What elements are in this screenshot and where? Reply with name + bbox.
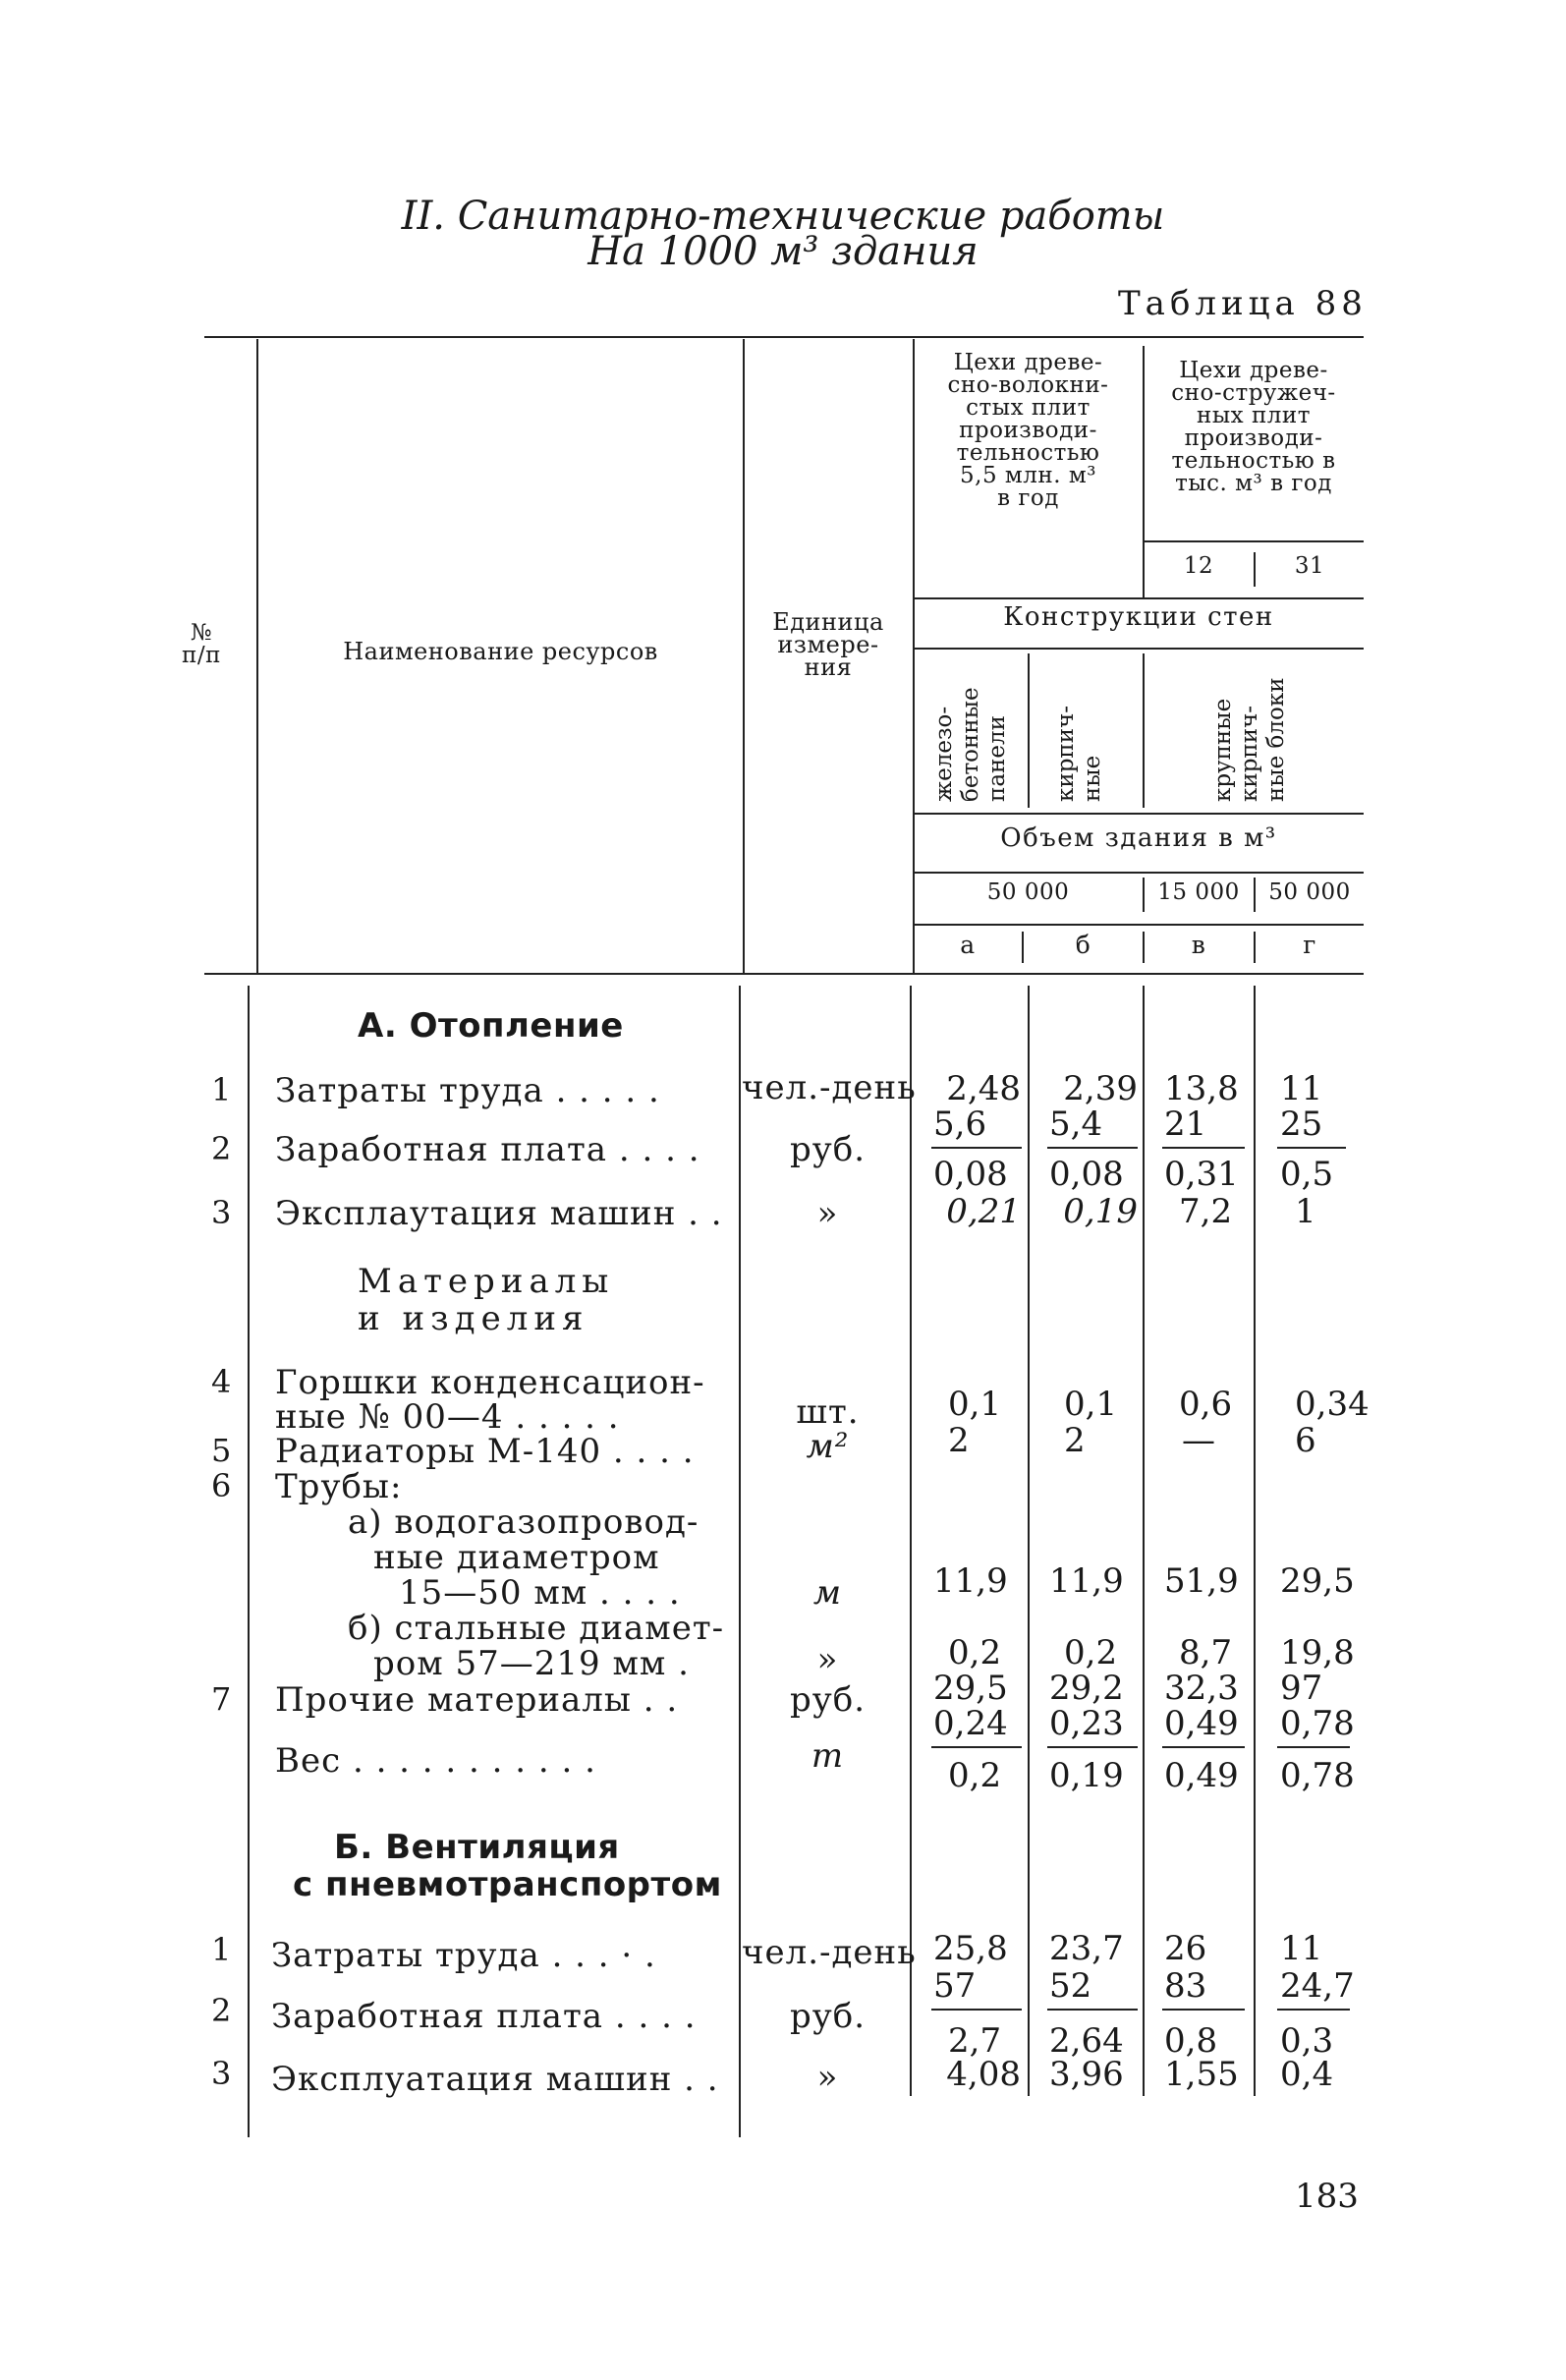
cell-a: 4,08 bbox=[946, 2055, 1021, 2094]
row-name: б) стальные диамет- bbox=[348, 1609, 725, 1648]
cell-g: 0,4 bbox=[1280, 2055, 1334, 2094]
row-unit: чел.-день bbox=[742, 1933, 917, 1972]
cell-a: 0,2 bbox=[948, 1633, 1002, 1672]
cell-b: 3,96 bbox=[1049, 2055, 1124, 2094]
cell-b: 0,19 bbox=[1063, 1192, 1138, 1231]
row-number: 7 bbox=[211, 1680, 232, 1718]
row-unit: » bbox=[816, 1194, 839, 1233]
cell-a: 11,9 bbox=[933, 1561, 1008, 1601]
cell-v: 26 bbox=[1164, 1929, 1207, 1968]
cell-v: 0,49 bbox=[1164, 1704, 1239, 1743]
row-name-line3: 15—50 мм . . . . bbox=[399, 1573, 681, 1613]
header-group-fibre: Цехи древе- сно-волокни- стых плит производи- тельностью 5,5 млн. м³ в год bbox=[947, 350, 1109, 511]
header-col-v: в bbox=[1191, 931, 1206, 959]
cell-v: 13,8 bbox=[1164, 1069, 1239, 1108]
cell-g: 0,34 bbox=[1295, 1385, 1370, 1424]
cell-v-denominator: 0,8 bbox=[1164, 2021, 1218, 2061]
cell-a-denominator: 2,7 bbox=[948, 2021, 1002, 2061]
row-unit: руб. bbox=[789, 1997, 867, 2036]
header-col-a: а bbox=[960, 931, 976, 959]
cell-v: 8,7 bbox=[1179, 1633, 1233, 1672]
row-number: 3 bbox=[211, 1194, 232, 1231]
cell-g: 24,7 bbox=[1280, 1966, 1355, 2006]
cell-v: 51,9 bbox=[1164, 1561, 1239, 1601]
row-unit: » bbox=[816, 1640, 839, 1679]
row-number: 1 bbox=[211, 1071, 232, 1108]
header-volume-3: 50 000 bbox=[1268, 879, 1351, 905]
cell-a: 29,5 bbox=[933, 1669, 1008, 1708]
cell-a: 0,1 bbox=[948, 1385, 1002, 1424]
cell-g: 11 bbox=[1280, 1929, 1323, 1968]
cell-a-denominator: 0,08 bbox=[933, 1155, 1008, 1194]
row-unit: м bbox=[812, 1573, 843, 1613]
cell-g-denominator: 0,5 bbox=[1280, 1155, 1334, 1194]
row-name: Вес . . . . . . . . . . . bbox=[275, 1741, 596, 1781]
header-volume-1: 50 000 bbox=[986, 879, 1070, 905]
header-capacity-12: 12 bbox=[1183, 553, 1214, 579]
header-bottom-rule bbox=[204, 973, 1364, 975]
header-wall-brick-blocks: крупные кирпич- ные блоки bbox=[1210, 677, 1289, 802]
row-name: а) водогазопровод- bbox=[348, 1502, 699, 1542]
row-unit: руб. bbox=[789, 1680, 867, 1720]
cell-g: 1 bbox=[1295, 1192, 1316, 1231]
cell-a: 5,6 bbox=[933, 1105, 987, 1144]
row-name: Горшки конденсацион- bbox=[275, 1363, 705, 1402]
cell-b: 0,1 bbox=[1064, 1385, 1118, 1424]
row-name: Эксплуатация машин . . bbox=[271, 2060, 719, 2099]
cell-b: 2,39 bbox=[1063, 1069, 1138, 1108]
row-name: Заработная плата . . . . bbox=[271, 1997, 697, 2036]
header-wall-rc-panels: железо- бетонные панели bbox=[931, 687, 1010, 802]
cell-a: 2,48 bbox=[946, 1069, 1021, 1108]
cell-b-denominator: 0,08 bbox=[1049, 1155, 1124, 1194]
cell-v-denominator: 0,49 bbox=[1164, 1756, 1239, 1795]
cell-b: 52 bbox=[1049, 1966, 1092, 2006]
row-unit: шт. bbox=[796, 1392, 860, 1432]
cell-g: 0,78 bbox=[1280, 1704, 1355, 1743]
row-name-line2: ные диаметром bbox=[373, 1538, 660, 1577]
cell-g-denominator: 0,3 bbox=[1280, 2021, 1334, 2061]
section-materials: Материалы bbox=[358, 1262, 615, 1301]
row-number: 2 bbox=[211, 1130, 232, 1167]
cell-a: 25,8 bbox=[933, 1929, 1008, 1968]
row-name: Эксплаутация машин . . bbox=[275, 1194, 723, 1233]
section-title: II. Санитарно-технические работы bbox=[401, 194, 1165, 239]
row-unit: м² bbox=[806, 1427, 850, 1466]
header-volume-2: 15 000 bbox=[1157, 879, 1240, 905]
cell-v: 0,6 bbox=[1179, 1385, 1233, 1424]
cell-a: 0,24 bbox=[933, 1704, 1008, 1743]
cell-b: 2 bbox=[1064, 1421, 1086, 1460]
section-subtitle: На 1000 м³ здания bbox=[587, 229, 979, 274]
row-number: 6 bbox=[211, 1467, 232, 1504]
cell-b-denominator: 0,19 bbox=[1049, 1756, 1124, 1795]
cell-b: 5,4 bbox=[1049, 1105, 1103, 1144]
cell-v: — bbox=[1182, 1421, 1215, 1460]
row-unit: руб. bbox=[789, 1130, 867, 1169]
row-name: Затраты труда . . . · . bbox=[271, 1936, 656, 1975]
table-label: Таблица 88 bbox=[1118, 284, 1368, 323]
cell-g: 29,5 bbox=[1280, 1561, 1355, 1601]
section-heating: А. Отопление bbox=[358, 1006, 624, 1046]
header-col-g: г bbox=[1303, 931, 1316, 959]
cell-g: 6 bbox=[1295, 1421, 1316, 1460]
row-number: 4 bbox=[211, 1363, 232, 1400]
header-wall-brick: кирпич- ные bbox=[1053, 705, 1105, 802]
cell-g: 11 bbox=[1280, 1069, 1323, 1108]
row-number: 3 bbox=[211, 2055, 232, 2092]
row-name: Трубы: bbox=[275, 1467, 403, 1506]
header-group-chip: Цехи древе- сно-стружеч- ных плит производи- тельностью в тыс. м³ в год bbox=[1171, 358, 1336, 496]
page-number: 183 bbox=[1295, 2177, 1359, 2216]
row-name: Заработная плата . . . . bbox=[275, 1130, 700, 1169]
cell-b: 0,2 bbox=[1064, 1633, 1118, 1672]
header-unit: Единица измере- ния bbox=[772, 608, 884, 681]
cell-v-denominator: 0,31 bbox=[1164, 1155, 1239, 1194]
cell-b-denominator: 2,64 bbox=[1049, 2021, 1124, 2061]
cell-g: 97 bbox=[1280, 1669, 1323, 1708]
cell-a-denominator: 0,2 bbox=[948, 1756, 1002, 1795]
header-col-b: б bbox=[1075, 931, 1091, 959]
row-name-line2: ром 57—219 мм . bbox=[373, 1644, 690, 1683]
header-capacity-31: 31 bbox=[1294, 553, 1325, 579]
cell-v: 83 bbox=[1164, 1966, 1207, 2006]
row-unit: чел.-день bbox=[742, 1068, 917, 1107]
header-name: Наименование ресурсов bbox=[343, 638, 658, 665]
row-unit: т bbox=[811, 1736, 845, 1776]
row-number: 1 bbox=[211, 1931, 232, 1968]
cell-b: 23,7 bbox=[1049, 1929, 1124, 1968]
cell-a: 57 bbox=[933, 1966, 977, 2006]
cell-v: 1,55 bbox=[1164, 2055, 1239, 2094]
section-materials-line2: и изделия bbox=[358, 1299, 589, 1338]
cell-b: 11,9 bbox=[1049, 1561, 1124, 1601]
cell-g: 19,8 bbox=[1280, 1633, 1355, 1672]
header-volume: Объем здания в м³ bbox=[1000, 823, 1277, 853]
section-ventilation-line2: с пневмотранспортом bbox=[293, 1865, 722, 1904]
cell-a: 2 bbox=[948, 1421, 970, 1460]
cell-v: 21 bbox=[1164, 1105, 1207, 1144]
cell-g: 25 bbox=[1280, 1105, 1323, 1144]
row-name: Радиаторы М-140 . . . . bbox=[275, 1432, 695, 1471]
header-walls: Конструкции стен bbox=[1003, 602, 1274, 632]
cell-v: 32,3 bbox=[1164, 1669, 1239, 1708]
header-num: № п/п bbox=[182, 620, 221, 668]
cell-b: 29,2 bbox=[1049, 1669, 1124, 1708]
row-number: 5 bbox=[211, 1432, 232, 1469]
cell-a: 0,21 bbox=[946, 1192, 1021, 1231]
row-name: Затраты труда . . . . . bbox=[275, 1071, 660, 1110]
cell-b: 0,23 bbox=[1049, 1704, 1124, 1743]
row-name: Прочие материалы . . bbox=[275, 1680, 679, 1720]
table-top-rule bbox=[204, 336, 1364, 338]
row-number: 2 bbox=[211, 1992, 232, 2029]
section-ventilation: Б. Вентиляция bbox=[334, 1828, 620, 1867]
cell-v: 7,2 bbox=[1179, 1192, 1233, 1231]
row-unit: » bbox=[816, 2058, 839, 2097]
cell-g-denominator: 0,78 bbox=[1280, 1756, 1355, 1795]
row-name-line2: ные № 00—4 . . . . . bbox=[275, 1397, 620, 1437]
